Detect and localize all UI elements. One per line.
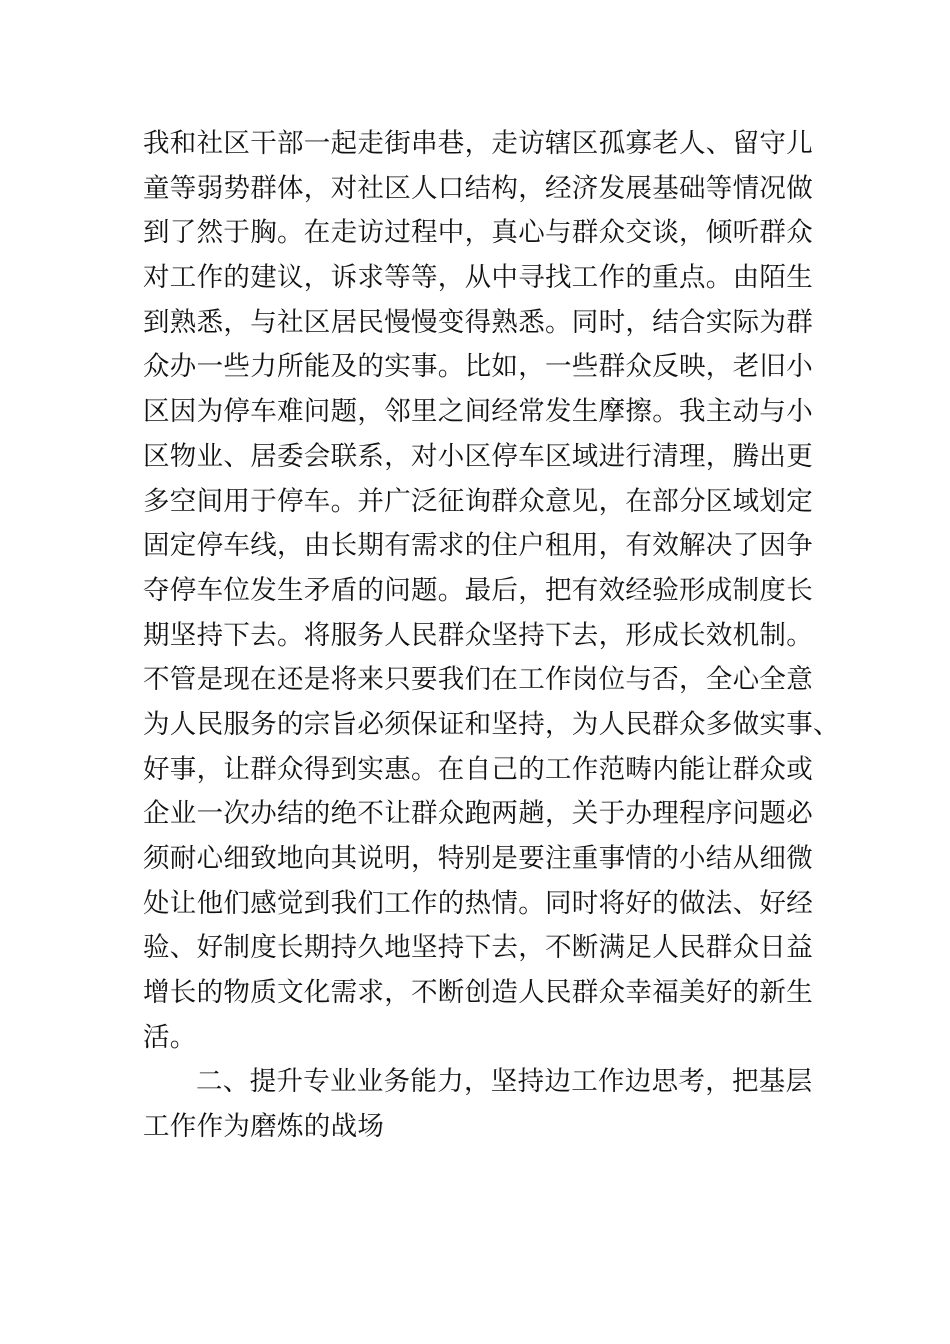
paragraph-line: 期坚持下去。将服务人民群众坚持下去，形成长效机制。 [143, 619, 813, 651]
paragraph-line: 增长的物质文化需求，不断创造人民群众幸福美好的新生 [143, 977, 813, 1009]
paragraph-line: 须耐心细致地向其说明，特别是要注重事情的小结从细微 [143, 843, 813, 874]
paragraph-line: 夺停车位发生矛盾的问题。最后，把有效经验形成制度长 [143, 574, 813, 606]
paragraph-line: 区因为停车难问题，邻里之间经常发生摩擦。我主动与小 [143, 396, 813, 428]
paragraph-line: 处让他们感觉到我们工作的热情。同时将好的做法、好经 [143, 887, 813, 919]
paragraph-line: 区物业、居委会联系，对小区停车区域进行清理，腾出更 [143, 440, 813, 472]
paragraph-line: 固定停车线，由长期有需求的住户租用，有效解决了因争 [143, 530, 813, 562]
paragraph-line: 验、好制度长期持久地坚持下去，不断满足人民群众日益 [143, 932, 813, 964]
section-heading-line: 工作作为磨炼的战场 [143, 1110, 385, 1142]
paragraph-line: 好事，让群众得到实惠。在自己的工作范畴内能让群众或 [143, 753, 813, 785]
paragraph-line: 我和社区干部一起走街串巷，走访辖区孤寡老人、留守儿 [143, 128, 813, 159]
paragraph-line: 童等弱势群体，对社区人口结构，经济发展基础等情况做 [143, 172, 813, 204]
paragraph-line: 企业一次办结的绝不让群众跑两趟，关于办理程序问题必 [143, 798, 813, 830]
paragraph-line: 到了然于胸。在走访过程中，真心与群众交谈，倾听群众 [143, 217, 813, 249]
section-heading-line: 二、提升专业业务能力，坚持边工作边思考，把基层 [196, 1066, 813, 1097]
paragraph-line: 到熟悉，与社区居民慢慢变得熟悉。同时，结合实际为群 [143, 306, 813, 338]
paragraph-line: 为人民服务的宗旨必须保证和坚持，为人民群众多做实事、 [143, 708, 840, 740]
paragraph-line: 众办一些力所能及的实事。比如，一些群众反映，老旧小 [143, 351, 813, 383]
section-heading [143, 1060, 813, 1149]
paragraph-line: 不管是现在还是将来只要我们在工作岗位与否，全心全意 [143, 664, 813, 696]
paragraph-line: 活。 [143, 1021, 197, 1053]
paragraph-line: 对工作的建议，诉求等等，从中寻找工作的重点。由陌生 [143, 262, 813, 294]
paragraph-line: 多空间用于停车。并广泛征询群众意见，在部分区域划定 [143, 485, 813, 517]
body-paragraph [143, 122, 840, 1060]
